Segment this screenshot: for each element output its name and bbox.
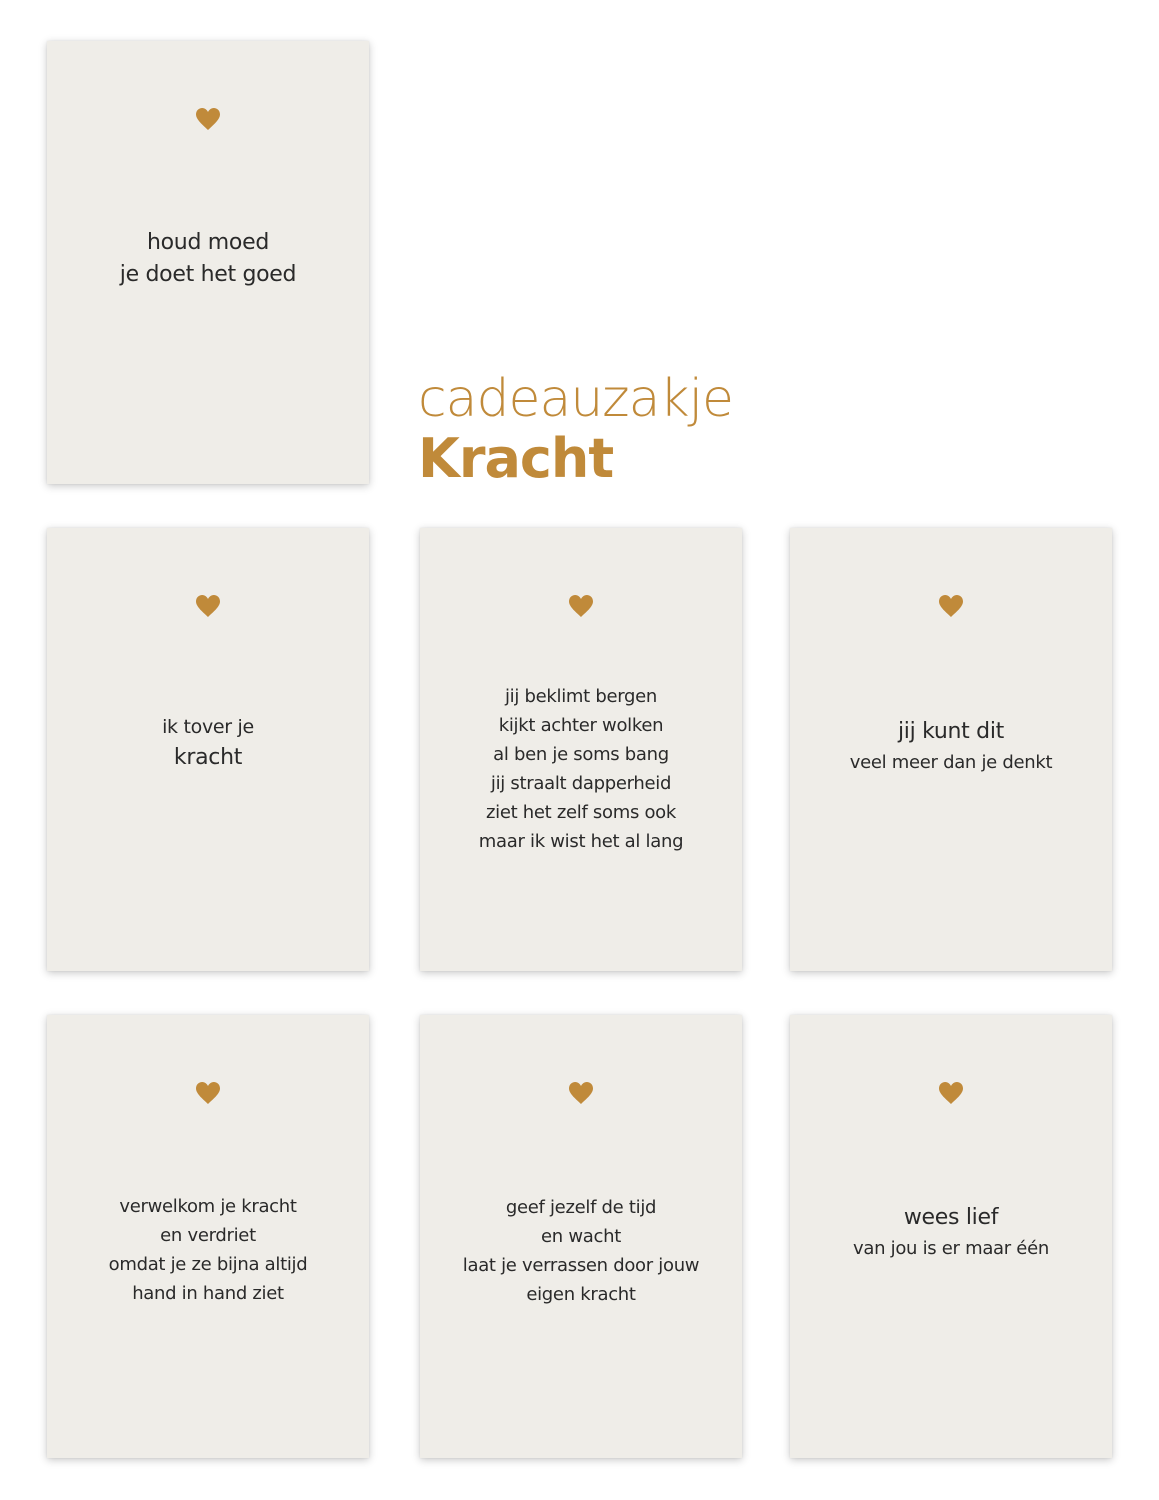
card-line: laat je verrassen door jouw — [462, 1255, 700, 1276]
card-line: je doet het goed — [119, 262, 297, 287]
card-line: ziet het zelf soms ook — [485, 802, 677, 823]
card-line: geef jezelf de tijd — [505, 1197, 657, 1218]
card-jij-kunt-dit — [790, 528, 1112, 971]
title-line-2: Kracht — [418, 427, 614, 490]
card-line: verwelkom je kracht — [119, 1196, 297, 1217]
title-line-1: cadeauzakje — [418, 369, 733, 429]
card-line: van jou is er maar één — [853, 1238, 1049, 1259]
heart-icon — [938, 1081, 964, 1105]
card-line: kracht — [173, 745, 243, 770]
card-line: jij straalt dapperheid — [490, 773, 672, 794]
heart-icon — [568, 594, 594, 618]
card-jij-beklimt-bergen — [420, 528, 742, 971]
card-line: veel meer dan je denkt — [849, 752, 1053, 773]
card-text — [790, 1202, 1112, 1263]
heart-icon — [195, 107, 221, 131]
card-text — [790, 716, 1112, 777]
card-line: jij kunt dit — [897, 719, 1004, 744]
card-line: en wacht — [541, 1226, 621, 1247]
card-ik-tover-je — [47, 528, 369, 971]
card-text — [420, 1193, 742, 1309]
card-text — [47, 1192, 369, 1308]
card-line: eigen kracht — [526, 1284, 636, 1305]
heart-icon — [195, 594, 221, 618]
card-line: en verdriet — [160, 1225, 256, 1246]
heart-icon — [195, 1081, 221, 1105]
card-line: hand in hand ziet — [132, 1283, 284, 1304]
card-line: ik tover je — [162, 716, 254, 738]
product-title — [418, 368, 733, 488]
card-line: maar ik wist het al lang — [478, 831, 684, 852]
heart-icon — [568, 1081, 594, 1105]
card-line: omdat je ze bijna altijd — [108, 1254, 308, 1275]
card-houd-moed — [47, 41, 369, 484]
card-wees-lief — [790, 1015, 1112, 1458]
card-geef-jezelf-de-tijd — [420, 1015, 742, 1458]
card-text — [420, 682, 742, 856]
card-line: jij beklimt bergen — [504, 686, 658, 707]
card-verwelkom-je-kracht — [47, 1015, 369, 1458]
card-line: houd moed — [147, 230, 269, 255]
card-text — [47, 713, 369, 774]
heart-icon — [938, 594, 964, 618]
card-line: kijkt achter wolken — [498, 715, 664, 736]
card-line: al ben je soms bang — [493, 744, 669, 765]
card-text — [47, 227, 369, 291]
card-line: wees lief — [903, 1205, 999, 1230]
